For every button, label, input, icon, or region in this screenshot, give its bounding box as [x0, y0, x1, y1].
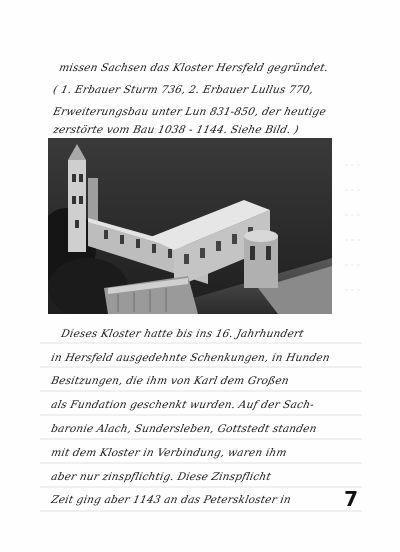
- handwritten-line-9: baronie Alach, Sundersleben, Gottstedt standen: [50, 423, 318, 435]
- page-number: 7: [344, 487, 358, 511]
- handwritten-line-1: missen Sachsen das Kloster Hersfeld gegründet.: [58, 62, 330, 74]
- handwritten-line-10: mit dem Kloster in Verbindung, waren ihm: [50, 447, 288, 459]
- handwritten-line-11: aber nur zinspflichtig. Diese Zinspflicht: [50, 471, 273, 483]
- handwritten-line-3: Erweiterungsbau unter Lun 831-850, der heutige: [52, 106, 328, 118]
- handwritten-line-7: Besitzungen, die ihm von Karl dem Großen: [50, 375, 291, 387]
- handwritten-line-4: zerstörte vom Bau 1038 - 1144. Siehe Bild. ): [52, 124, 300, 136]
- handwritten-line-2: ( 1. Erbauer Sturm 736, 2. Erbauer Lullus 770,: [52, 84, 315, 96]
- monastery-ruin-photo: [48, 138, 332, 314]
- handwritten-line-12: Zeit ging aber 1143 an das Peterskloster in: [50, 494, 293, 506]
- monastery-ruin-illustration: [48, 138, 332, 314]
- handwritten-line-5: Dieses Kloster hatte bis ins 16. Jahrhundert: [60, 328, 305, 340]
- handwritten-line-6: in Hersfeld ausgedehnte Schenkungen, in Hunden: [50, 352, 332, 364]
- handwritten-line-8: als Fundation geschenkt wurden. Auf der Sach-: [50, 399, 316, 411]
